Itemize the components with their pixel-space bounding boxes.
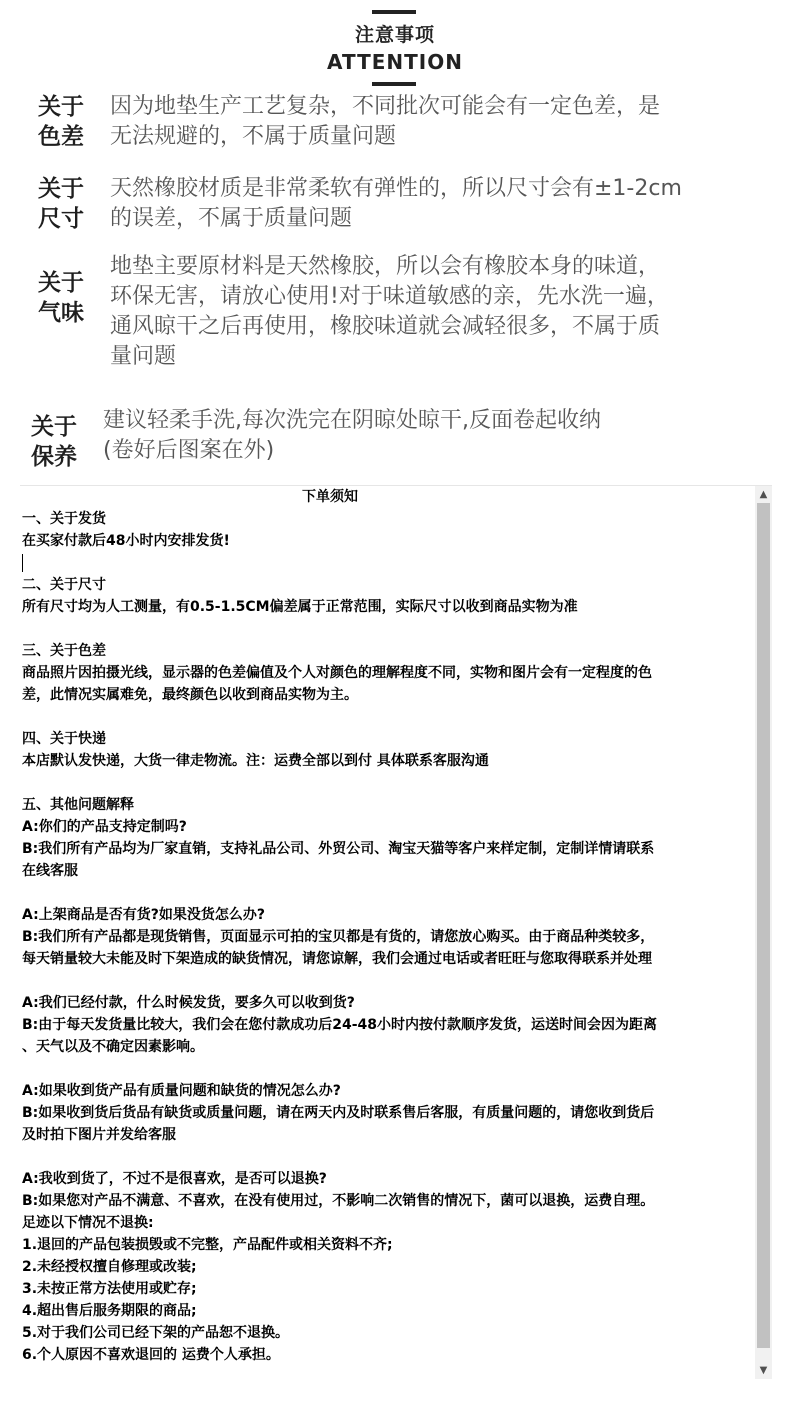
note-label <box>31 92 91 152</box>
note-label <box>31 174 91 234</box>
notice-line: A:我们已经付款，什么时候发货，要多久可以收到货? <box>22 995 355 1011</box>
blank-line <box>22 882 750 904</box>
note-label-line: 关于 <box>31 414 77 440</box>
blank-line <box>22 618 750 640</box>
note-text-line: 量问题 <box>110 344 177 369</box>
scroll-up-arrow-icon[interactable]: ▲ <box>759 489 768 500</box>
header-title-cn: 注意事项 <box>354 24 435 46</box>
note-text-line: 建议轻柔手洗,每次洗完在阴晾处晾干,反面卷起收纳 <box>103 408 601 433</box>
note-label-line: 尺寸 <box>38 206 84 232</box>
notice-line: A:我收到货了，不过不是很喜欢，是否可以退换? <box>22 1171 327 1187</box>
notice-line: 商品照片因拍摄光线，显示器的色差偏值及个人对颜色的理解程度不同，实物和图片会有一定程度的色 <box>22 665 652 681</box>
notice-line: 3.未按正常方法使用或贮存; <box>22 1281 197 1297</box>
notice-line: 4.超出售后服务期限的商品; <box>22 1303 197 1319</box>
note-label-line: 关于 <box>38 94 84 120</box>
notice-line: 五、其他问题解释 <box>22 797 134 813</box>
notice-line: 2.未经授权擅自修理或改装; <box>22 1259 197 1275</box>
note-text-line: 地垫主要原材料是天然橡胶，所以会有橡胶本身的味道， <box>110 254 661 279</box>
note-text-line: 因为地垫生产工艺复杂，不同批次可能会有一定色差，是 <box>110 94 661 119</box>
attention-header <box>0 0 790 90</box>
blank-line <box>22 970 750 992</box>
header-top-bar <box>372 10 416 14</box>
note-text-line: 无法规避的，不属于质量问题 <box>110 124 397 149</box>
notice-line: 差，此情况实属难免，最终颜色以收到商品实物为主。 <box>22 687 358 703</box>
notice-line: 及时拍下图片并发给客服 <box>22 1127 176 1143</box>
notice-line: 足迹以下情况不退换: <box>22 1215 154 1231</box>
notice-line: B:如果收到货后货品有缺货或质量问题，请在两天内及时联系售后客服，有质量问题的，请您收到货后 <box>22 1105 655 1121</box>
blank-line <box>22 772 750 794</box>
notice-line: 6.个人原因不喜欢退回的 运费个人承担。 <box>22 1347 280 1363</box>
notice-line: 在线客服 <box>22 863 78 879</box>
notice-line: 每天销量较大未能及时下架造成的缺货情况，请您谅解，我们会通过电话或者旺旺与您取得联系并处理 <box>22 951 652 967</box>
header-bottom-bar <box>372 82 416 86</box>
notice-line: A:上架商品是否有货?如果没货怎么办? <box>22 907 265 923</box>
notice-line: B:由于每天发货量比较大，我们会在您付款成功后24-48小时内按付款顺序发货，运送时间会因为距离 <box>22 1017 658 1033</box>
blank-line <box>22 706 750 728</box>
note-text <box>103 406 601 466</box>
notice-line: 、天气以及不确定因素影响。 <box>22 1039 204 1055</box>
header-title-en: ATTENTION <box>327 50 463 74</box>
note-text-line: (卷好后图案在外) <box>103 438 275 463</box>
scrollbar-thumb[interactable] <box>757 503 770 1348</box>
note-label-line: 关于 <box>38 176 84 202</box>
note-text <box>110 92 660 152</box>
notice-line: A:如果收到货产品有质量问题和缺货的情况怎么办? <box>22 1083 341 1099</box>
notice-line: B:我们所有产品均为厂家直销，支持礼品公司、外贸公司、淘宝天猫等客户来样定制，定制详情请联系 <box>22 841 655 857</box>
note-text-line: 的误差，不属于质量问题 <box>110 206 353 231</box>
note-label <box>31 268 91 328</box>
scroll-down-arrow-icon[interactable]: ▼ <box>759 1365 768 1376</box>
note-label-line: 色差 <box>38 124 84 150</box>
order-notice-content[interactable] <box>22 486 750 1379</box>
notice-line: B:如果您对产品不满意、不喜欢，在没有使用过，不影响二次销售的情况下，菌可以退换，运费自理。 <box>22 1193 655 1209</box>
notice-line: 在买家付款后48小时内安排发货! <box>22 533 230 549</box>
notice-line: 本店默认发快递，大货一律走物流。注：运费全部以到付 具体联系客服沟通 <box>22 753 489 769</box>
text-cursor-line <box>22 552 750 574</box>
note-color-difference <box>0 92 790 158</box>
notice-line: 所有尺寸均为人工测量，有0.5-1.5CM偏差属于正常范围，实际尺寸以收到商品实物为准 <box>22 599 578 615</box>
note-size <box>0 174 790 240</box>
notice-line: 5.对于我们公司已经下架的产品恕不退换。 <box>22 1325 290 1341</box>
blank-line <box>22 1146 750 1168</box>
note-label-line: 关于 <box>38 270 84 296</box>
notice-line: 三、关于色差 <box>22 643 106 659</box>
note-text-line: 环保无害，请放心使用!对于味道敏感的亲，先水洗一遍， <box>110 284 669 309</box>
note-label-line: 保养 <box>31 444 77 470</box>
text-cursor <box>22 554 23 572</box>
note-care <box>0 406 790 474</box>
notice-line: 一、关于发货 <box>22 511 106 527</box>
blank-line <box>22 1058 750 1080</box>
vertical-scrollbar[interactable] <box>755 486 772 1379</box>
notice-line: 四、关于快递 <box>22 731 106 747</box>
order-notice-title: 下单须知 <box>302 489 358 505</box>
note-text-line: 通风晾干之后再使用，橡胶味道就会减轻很多，不属于质 <box>110 314 661 339</box>
order-notice-textarea[interactable] <box>20 485 772 1378</box>
note-text-line: 天然橡胶材质是非常柔软有弹性的，所以尺寸会有±1-2cm <box>110 176 682 201</box>
notice-line: A:你们的产品支持定制吗? <box>22 819 187 835</box>
note-text <box>110 252 669 372</box>
notice-line: B:我们所有产品都是现货销售，页面显示可拍的宝贝都是有货的，请您放心购买。由于商品种类较多， <box>22 929 655 945</box>
note-smell <box>0 252 790 376</box>
notice-line: 二、关于尺寸 <box>22 577 106 593</box>
notice-line: 1.退回的产品包装损毁或不完整，产品配件或相关资料不齐; <box>22 1237 393 1253</box>
note-label <box>24 412 84 472</box>
note-text <box>110 174 682 234</box>
note-label-line: 气味 <box>38 300 84 326</box>
